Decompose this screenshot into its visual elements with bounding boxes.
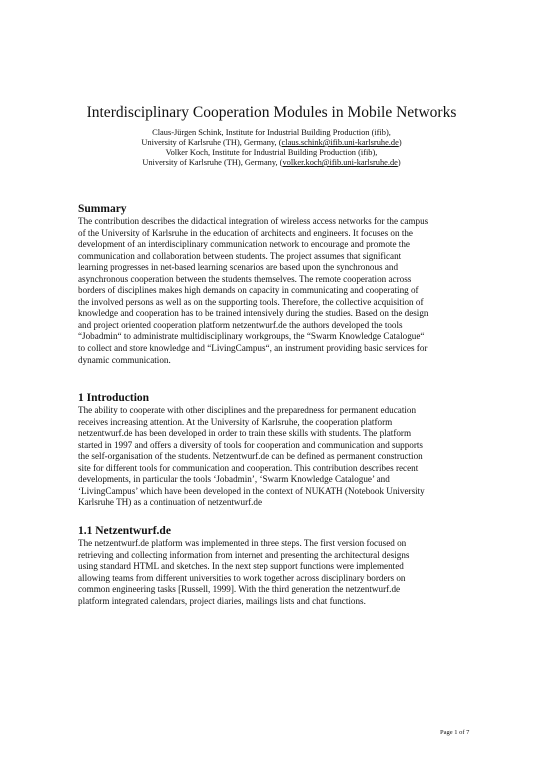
author-email-schink[interactable]: claus.schink@ifib.uni-karlsruhe.de <box>281 138 399 147</box>
text-line: The contribution describes the didactical integration of wireless access networks for the campus <box>78 216 429 226</box>
text-line: receives increasing attention. At the University of Karlsruhe, the cooperation platform <box>78 416 393 427</box>
text-line: asynchronous cooperation between the students themselves. The remote cooperation across <box>78 273 412 284</box>
text-line: The ability to cooperate with other disciplines and the preparedness for permanent education <box>78 405 417 415</box>
text-line: “Jobadmin“ to administrate multidisciplinary workgroups, the “Swarm Knowledge Catalogue“ <box>78 331 425 342</box>
text-line: communication and collaboration between students. The project assumes that significant <box>78 250 402 261</box>
author-email-koch[interactable]: volker.koch@ifib.uni-karlsruhe.de <box>282 158 398 167</box>
text-line: platform integrated calendars, project diaries, mailings lists and chat functions. <box>78 595 366 606</box>
text-line: using standard HTML and sketches. In the next step support functions were implemented <box>78 561 404 572</box>
text-line: dynamic communication. <box>78 354 171 365</box>
text-line: knowledge and cooperation has to be trained intensively during the studies. Based on the design <box>78 308 429 319</box>
text-line: the self-organisation of the students. Netzentwurf.de can be defined as permanent construction <box>78 451 423 462</box>
introduction-heading: 1 Introduction <box>78 392 150 404</box>
section-1-1-heading: 1.1 Netzentwurf.de <box>78 525 171 537</box>
text-line: The netzentwurf.de platform was implemented in three steps. The first version focused on <box>78 538 407 548</box>
text-line: development of an interdisciplinary communication network to encourage and promote the <box>78 239 410 250</box>
author-block <box>0 128 543 168</box>
text-line: developments, in particular the tools ‘Jobadmin’, ‘Swarm Knowledge Catalogue’ and <box>78 474 390 485</box>
text-line: learning progresses in net-based learning scenarios are based upon the synchronous and <box>78 262 399 273</box>
section-1-1-paragraph <box>78 538 478 607</box>
text-line: the involved persons as well as on the supporting tools. Therefore, the collective acquisition of <box>78 296 424 307</box>
text-line: netzentwurf.de has been developed in order to train these skills with students. The platform <box>78 428 412 439</box>
page-number: Page 1 of 7 <box>440 729 470 736</box>
text-line: started in 1997 and offers a diversity of tools for cooperation and communication and supports <box>78 439 423 450</box>
text-line: to collect and store knowledge and “LivingCampus“, an instrument providing basic services for <box>78 343 428 354</box>
introduction-paragraph <box>78 405 478 509</box>
author-line-4: University of Karlsruhe (TH), Germany, (volker.koch@ifib.uni-karlsruhe.de) <box>142 158 401 167</box>
author-line-1: Claus-Jürgen Schink, Institute for Industrial Building Production (ifib), <box>152 128 391 137</box>
text-line: allowing teams from different universities to work together across disciplinary borders on <box>78 572 406 583</box>
text-line: site for different tools for communication and cooperation. This contribution describes recent <box>78 462 419 473</box>
paper-title: Interdisciplinary Cooperation Modules in Mobile Networks <box>86 104 457 121</box>
text-line: Karlsruhe TH) as a continuation of netzentwurf.de <box>78 497 263 508</box>
text-line: borders of disciplines makes high demands on capacity in communicating and cooperating of <box>78 285 419 296</box>
text-line: of the University of Karlsruhe in the education of architects and engineers. It focuses on the <box>78 227 413 238</box>
author-line-3: Volker Koch, Institute for Industrial Building Production (ifib), <box>165 148 378 157</box>
text-line: ‘LivingCampus’ which have been developed in the context of NUKATH (Notebook University <box>78 485 425 496</box>
author-line-2: University of Karlsruhe (TH), Germany, (claus.schink@ifib.uni-karlsruhe.de) <box>141 138 402 147</box>
text-line: common engineering tasks [Russell, 1999]. With the third generation the netzentwurf.de <box>78 584 401 595</box>
text-line: retrieving and collecting information from internet and presenting the architectural designs <box>78 549 410 560</box>
summary-paragraph <box>78 216 478 366</box>
summary-heading: Summary <box>78 203 127 215</box>
text-line: and project oriented cooperation platform netzentwurf.de the authors developed the tools <box>78 319 403 330</box>
